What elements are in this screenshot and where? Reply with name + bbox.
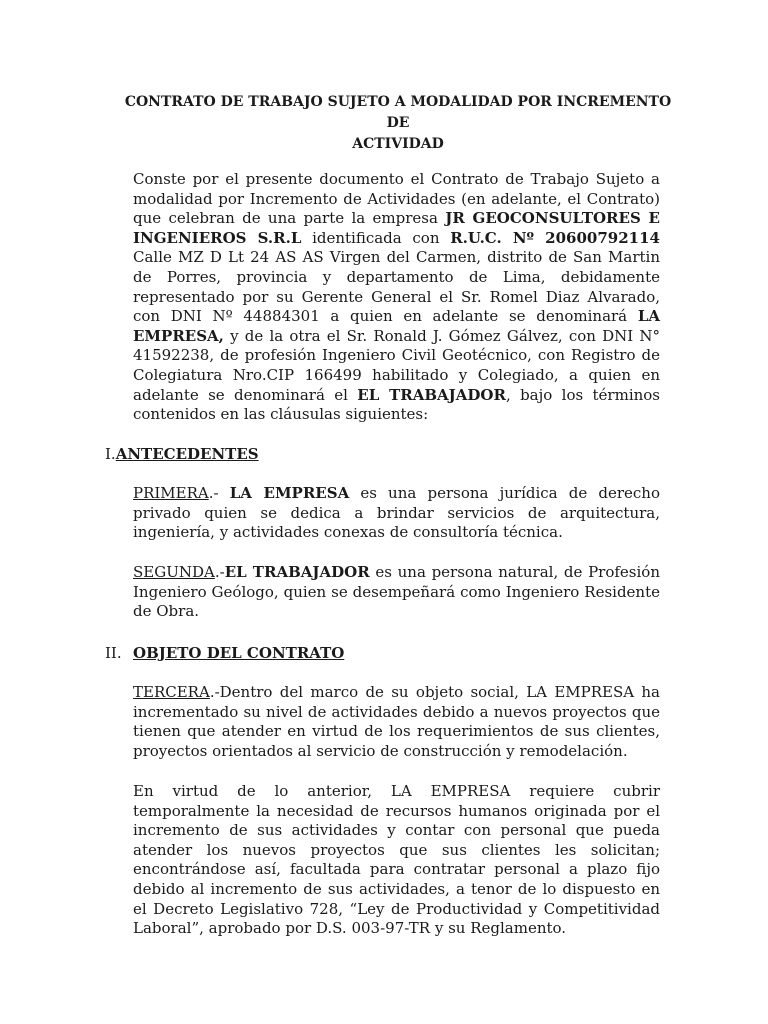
clause-label: PRIMERA bbox=[133, 484, 209, 502]
clause-segunda bbox=[133, 563, 660, 622]
intro-text-4: y de la otra el Sr. Ronald J. Gómez Gálvez, con DNI N° 41592238, de profesión Ingeniero Civil Geotécnico, con Registro de Colegiatura Nro.CIP 166499 habilitado y Colegiado, a quien en adelante se denominará el bbox=[133, 326, 660, 404]
section-label: OBJETO DEL CONTRATO bbox=[133, 644, 345, 662]
section-label: ANTECEDENTES bbox=[115, 445, 259, 463]
intro-text-2: identificada con bbox=[301, 228, 451, 247]
section-number: I. bbox=[105, 445, 116, 463]
paragraph-en-virtud bbox=[133, 782, 660, 939]
ruc-number: R.U.C. Nº 20600792114 bbox=[450, 228, 660, 247]
la-empresa-term: LA EMPRESA, bbox=[133, 307, 660, 345]
clause-subject: LA EMPRESA bbox=[229, 484, 350, 502]
section-heading-antecedentes bbox=[105, 444, 259, 464]
title-line-1: CONTRATO DE TRABAJO SUJETO A MODALIDAD POR INCREMENTO DE bbox=[124, 94, 672, 131]
section-number: II. bbox=[105, 644, 122, 662]
clause-separator: .- bbox=[208, 484, 230, 502]
clause-label: SEGUNDA bbox=[133, 563, 215, 581]
clause-subject: EL TRABAJADOR bbox=[224, 563, 370, 581]
clause-primera bbox=[133, 484, 660, 543]
clause-separator: .- bbox=[214, 563, 225, 581]
clause-text: es una persona jurídica de derecho privado quien se dedica a brindar servicios de arquitectura, ingeniería, y actividades conexas de consultoría técnica. bbox=[133, 484, 660, 542]
intro-text-3: Calle MZ D Lt 24 AS AS Virgen del Carmen, distrito de San Martin de Porres, provincia y departamento de Lima, debidamente representado por su Gerente General el Sr. Romel Diaz Alvarado, con DNI Nº 44884301 a quien en adelante se denominará bbox=[133, 248, 660, 326]
clause-text: es una persona natural, de Profesión Ingeniero Geólogo, quien se desempeñará como Ingeniero Residente de Obra. bbox=[133, 563, 660, 621]
title-line-2: ACTIVIDAD bbox=[352, 136, 444, 152]
el-trabajador-term: EL TRABAJADOR bbox=[357, 385, 506, 404]
paragraph-text: En virtud de lo anterior, LA EMPRESA requiere cubrir temporalmente la necesidad de recursos humanos originada por el incremento de sus actividades y contar con personal que pueda atender los nuevos proyectos que sus clientes les solicitan; encontrándose así, facultada para contratar personal a plazo fijo debido al incremento de sus actividades, a tenor de lo dispuesto en el Decreto Legislativo 728, “Ley de Productividad y Competitividad Laboral”, aprobado por D.S. 003-97-TR y su Reglamento. bbox=[133, 782, 660, 938]
clause-tercera bbox=[133, 683, 660, 761]
contract-title bbox=[120, 92, 676, 155]
company-name: JR GEOCONSULTORES E INGENIEROS S.R.L bbox=[133, 209, 660, 247]
intro-text-1: Conste por el presente documento el Contrato de Trabajo Sujeto a modalidad por Incremento de Actividades (en adelante, el Contrato) que celebran de una parte la empresa bbox=[133, 170, 660, 228]
section-heading-objeto bbox=[105, 643, 344, 663]
clause-label: TERCERA bbox=[133, 683, 210, 701]
intro-text-5: , bajo los términos contenidos en las cláusulas siguientes: bbox=[133, 385, 661, 424]
clause-text: .-Dentro del marco de su objeto social, LA EMPRESA ha incrementado su nivel de actividades debido a nuevos proyectos que tienen que atender en virtud de los requerimientos de sus clientes, proyectos orientados al servicio de construcción y remodelación. bbox=[133, 683, 660, 760]
intro-paragraph bbox=[133, 170, 660, 425]
